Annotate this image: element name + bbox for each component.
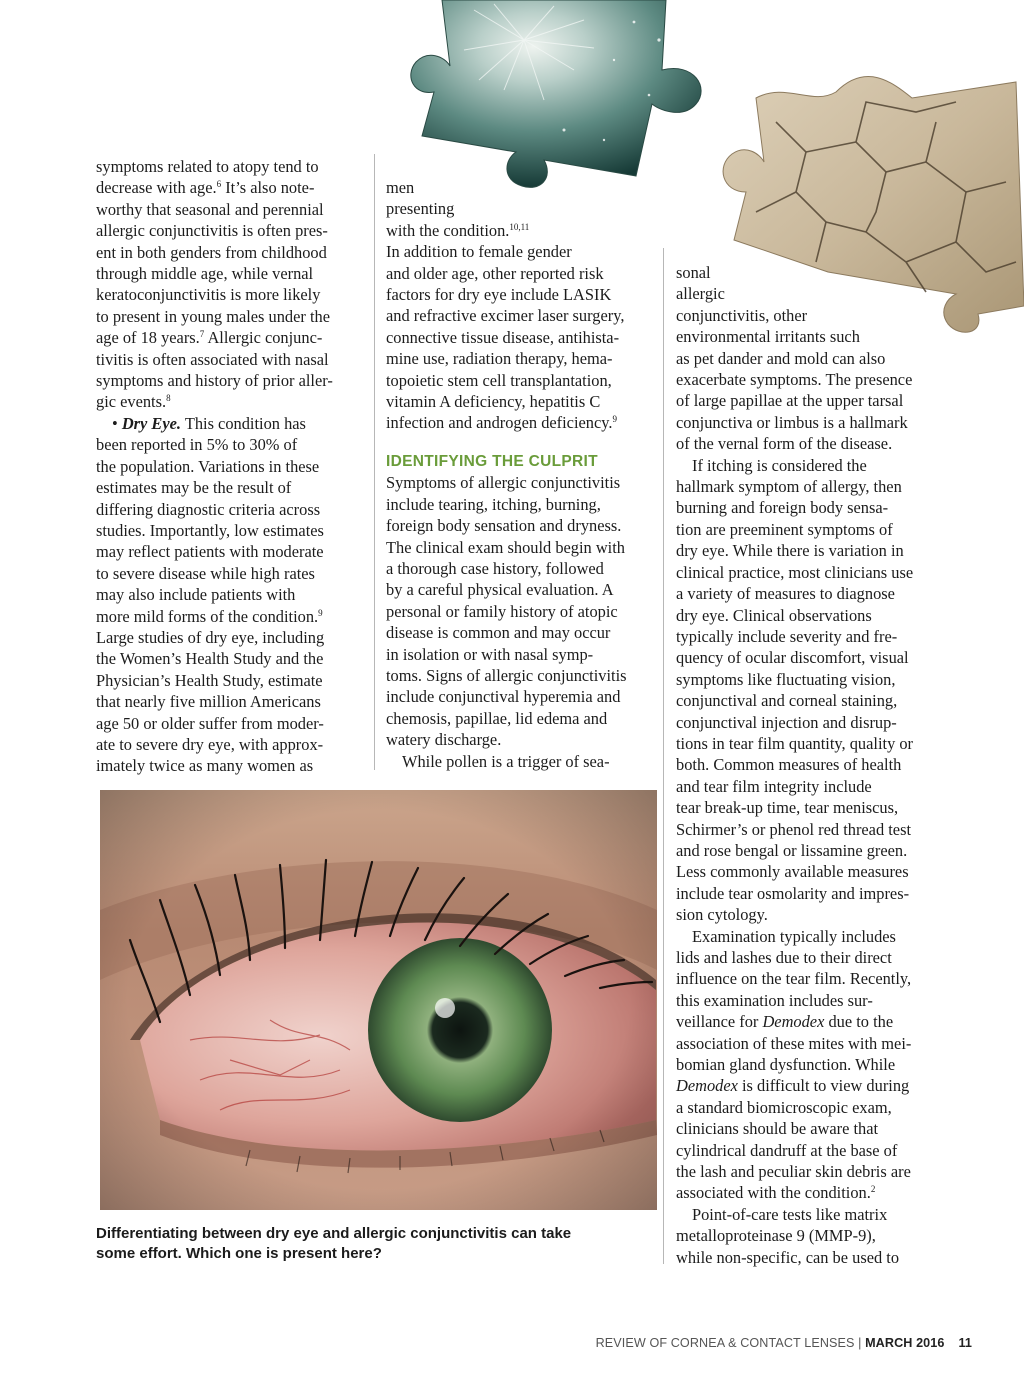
text-line: by a careful physical evaluation. A	[386, 580, 614, 600]
text-line: a variety of measures to diagnose	[676, 584, 895, 604]
dandelion-puzzle-piece	[404, 0, 710, 192]
text-line: symptoms and history of prior aller-	[96, 371, 333, 391]
text-line: hallmark symptom of allergy, then	[676, 477, 902, 497]
text-line: in isolation or with nasal symp-	[386, 644, 594, 664]
text-line: watery discharge.	[386, 730, 502, 750]
paragraph-examination	[676, 926, 952, 1204]
text-line: conjunctival injection and disrup-	[676, 712, 897, 732]
text-line: include tearing, itching, burning,	[386, 494, 601, 514]
caption-line: some effort. Which one is present here?	[96, 1245, 382, 1262]
reference-superscript: 10,11	[509, 221, 530, 232]
text-line: more mild forms of the condition.	[96, 606, 319, 626]
text-line: toms. Signs of allergic conjunctivitis	[386, 665, 627, 685]
text-line: estimates may be the result of	[96, 478, 292, 498]
text-line: association of these mites with mei-	[676, 1033, 912, 1053]
text-line: tion are preeminent symptoms of	[676, 519, 893, 539]
text-line: symptoms related to atopy tend to	[96, 157, 319, 176]
paragraph-symptoms	[386, 472, 658, 750]
text-line: age 50 or older suffer from moder-	[96, 713, 324, 733]
text-line: The clinical exam should begin with	[386, 537, 625, 557]
text-line: Examination typically includes	[692, 926, 896, 946]
text-line: and older age, other reported risk	[386, 263, 604, 283]
text-line: include tear osmolarity and impres-	[676, 883, 910, 903]
text-line: lids and lashes due to their direct	[676, 948, 892, 967]
text-line: age of 18 years.	[96, 328, 200, 348]
page-number: 11	[958, 1336, 972, 1350]
text-line: veillance for	[676, 1012, 763, 1032]
paragraph-point-of-care	[676, 1204, 952, 1268]
text-line: metalloproteinase 9 (MMP-9),	[676, 1226, 876, 1246]
text-line: bomian gland dysfunction. While	[676, 1055, 896, 1075]
text-line: While pollen is a trigger of sea-	[402, 751, 610, 771]
text-line: include conjunctival hyperemia and	[386, 687, 621, 707]
text-line: to present in young males under the	[96, 306, 330, 326]
text-line: conjunctiva or limbus is a hallmark	[676, 412, 908, 432]
text-line: topoietic stem cell transplantation,	[386, 370, 612, 390]
paragraph-pollen	[386, 751, 658, 772]
text-line: while non-specific, can be used to	[676, 1247, 900, 1267]
text-line: through middle age, while vernal	[96, 264, 314, 284]
article-column-2	[386, 177, 658, 772]
text-line: due to the	[824, 1012, 894, 1032]
text-line: burning and foreign body sensa-	[676, 498, 889, 518]
text-line: disease is common and may occur	[386, 623, 611, 643]
text-line: imately twice as many women as	[96, 756, 314, 776]
text-line: conjunctivitis, other	[676, 305, 808, 325]
text-line: Symptoms of allergic conjunctivitis	[386, 473, 621, 493]
text-line: Schirmer’s or phenol red thread test	[676, 819, 912, 839]
text-line: tivitis is often associated with nasal	[96, 349, 329, 369]
text-line: ent in both genders from childhood	[96, 242, 327, 262]
text-line: typically include severity and fre-	[676, 626, 898, 646]
article-column-3	[676, 262, 952, 1268]
subhead-dry-eye: Dry Eye.	[121, 413, 182, 433]
text-line: with the condition.	[386, 220, 510, 240]
text-line: worthy that seasonal and perennial	[96, 199, 324, 219]
text-line: and refractive excimer laser surgery,	[386, 306, 625, 326]
text-line: clinicians should be aware that	[676, 1119, 879, 1139]
issue-date: MARCH 2016	[865, 1336, 945, 1350]
text-line: and tear film integrity include	[676, 776, 872, 796]
paragraph-dry-eye	[96, 413, 366, 777]
text-line: ate to severe dry eye, with approx-	[96, 734, 324, 754]
text-line: both. Common measures of health	[676, 755, 902, 775]
caption-line: Differentiating between dry eye and allergic conjunctivitis can take	[96, 1225, 572, 1242]
reference-superscript: 9	[318, 607, 323, 618]
text-line: exacerbate symptoms. The presence	[676, 370, 913, 390]
bullet: •	[112, 413, 122, 433]
text-line: chemosis, papillae, lid edema and	[386, 708, 608, 728]
column-rule	[663, 248, 664, 1264]
figure-caption	[96, 1224, 656, 1264]
text-line: the Women’s Health Study and the	[96, 649, 324, 669]
text-line: presenting	[386, 199, 455, 219]
text-line: influence on the tear film. Recently,	[676, 969, 912, 989]
text-line: a standard biomicroscopic exam,	[676, 1097, 892, 1117]
text-line: Point-of-care tests like matrix	[692, 1204, 888, 1224]
text-line: connective tissue disease, antihista-	[386, 327, 620, 347]
text-line: the lash and peculiar skin debris are	[676, 1162, 911, 1182]
text-line: men	[386, 178, 415, 197]
text-line: decrease with age.	[96, 178, 217, 198]
text-line: a thorough case history, followed	[386, 558, 604, 578]
text-line: This condition has	[181, 413, 306, 433]
text-line: may also include patients with	[96, 585, 296, 605]
reference-superscript: 8	[166, 393, 171, 404]
text-line: of large papillae at the upper tarsal	[676, 391, 904, 411]
footer-separator: |	[854, 1336, 866, 1350]
text-line: may reflect patients with moderate	[96, 542, 324, 562]
text-line: clinical practice, most clinicians use	[676, 562, 914, 582]
text-line: sion cytology.	[676, 905, 768, 925]
text-line: differing diagnostic criteria across	[96, 499, 321, 519]
text-line: tions in tear film quantity, quality or	[676, 733, 914, 753]
paragraph	[676, 262, 952, 455]
text-line: symptoms like fluctuating vision,	[676, 669, 896, 689]
text-line: Less commonly available measures	[676, 862, 909, 882]
paragraph	[96, 156, 366, 413]
text-line: infection and androgen deficiency.	[386, 413, 613, 433]
italic-term: Demodex	[762, 1012, 825, 1032]
article-column-1	[96, 156, 366, 777]
text-line: been reported in 5% to 30% of	[96, 435, 298, 455]
text-line: foreign body sensation and dryness.	[386, 516, 622, 536]
text-line: sonal	[676, 263, 711, 282]
text-line: Physician’s Health Study, estimate	[96, 670, 323, 690]
text-line: tear break-up time, tear meniscus,	[676, 798, 899, 818]
text-line: In addition to female gender	[386, 242, 572, 262]
text-line: Allergic conjunc-	[204, 328, 323, 348]
reference-superscript: 2	[870, 1184, 876, 1195]
text-line: vitamin A deficiency, hepatitis C	[386, 392, 601, 412]
column-rule	[374, 154, 375, 770]
reference-superscript: 7	[199, 329, 205, 340]
page-footer	[596, 1336, 972, 1350]
text-line: to severe disease while high rates	[96, 563, 315, 583]
text-line: allergic conjunctivitis is often pres-	[96, 221, 328, 241]
text-line: cylindrical dandruff at the base of	[676, 1140, 898, 1160]
text-line: environmental irritants such	[676, 327, 860, 347]
text-line: this examination includes sur-	[676, 990, 873, 1010]
text-line: studies. Importantly, low estimates	[96, 520, 324, 540]
reference-superscript: 6	[216, 179, 222, 190]
paragraph	[386, 177, 658, 241]
text-line: of the vernal form of the disease.	[676, 434, 893, 454]
text-line: dry eye. Clinical observations	[676, 605, 872, 625]
paragraph-itching	[676, 455, 952, 926]
text-line: gic events.	[96, 392, 167, 412]
text-line: is difficult to view during	[737, 1076, 910, 1096]
text-line: associated with the condition.	[676, 1183, 871, 1203]
italic-term: Demodex	[676, 1076, 738, 1096]
text-line: as pet dander and mold can also	[676, 348, 886, 368]
text-line: and rose bengal or lissamine green.	[676, 840, 908, 860]
text-line: If itching is considered the	[692, 455, 867, 475]
text-line: the population. Variations in these	[96, 456, 320, 476]
text-line: conjunctival and corneal staining,	[676, 691, 898, 711]
text-line: quency of ocular discomfort, visual	[676, 648, 909, 668]
text-line: It’s also note-	[221, 178, 315, 198]
paragraph-risk-factors	[386, 241, 658, 434]
text-line: personal or family history of atopic	[386, 601, 618, 621]
journal-name: REVIEW OF CORNEA & CONTACT LENSES	[595, 1336, 855, 1350]
section-heading: IDENTIFYING THE CULPRIT	[386, 452, 598, 470]
text-line: allergic	[676, 284, 725, 304]
text-line: Large studies of dry eye, including	[96, 627, 325, 647]
reference-superscript: 9	[612, 414, 617, 425]
text-line: factors for dry eye include LASIK	[386, 285, 612, 305]
text-line: that nearly five million Americans	[96, 692, 321, 712]
text-line: dry eye. While there is variation in	[676, 541, 904, 561]
text-line: mine use, radiation therapy, hema-	[386, 349, 613, 369]
text-line: keratoconjunctivitis is more likely	[96, 285, 321, 305]
eye-photograph	[100, 790, 657, 1210]
